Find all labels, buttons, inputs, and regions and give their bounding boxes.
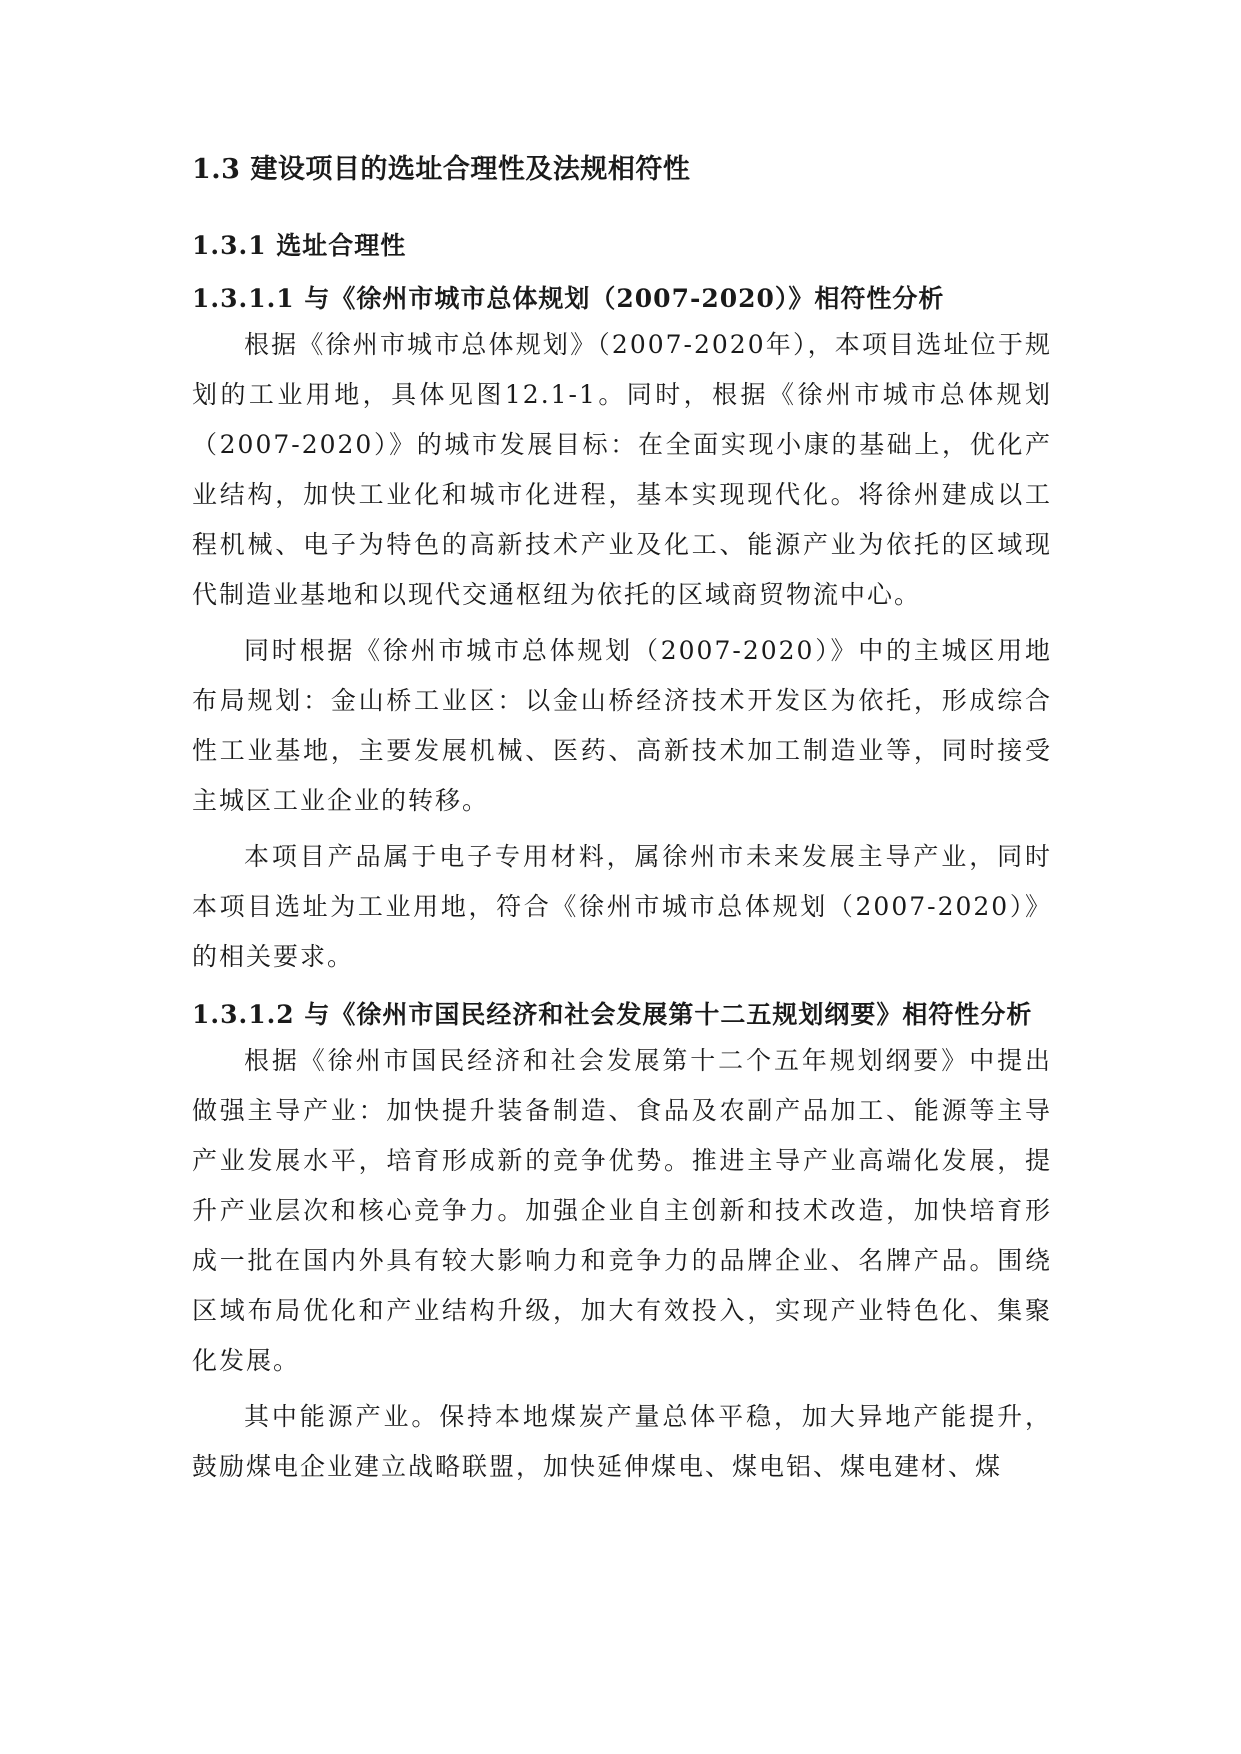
body-paragraph: 同时根据《徐州市城市总体规划（2007-2020）》中的主城区用地布局规划：金山桥工业区：以金山桥经济技术开发区为依托，形成综合性工业基地，主要发展机械、医药、高新技术加工制造业等，同时接受主城区工业企业的转移。 [192, 636, 1052, 815]
subsection-title: 1.3.1 选址合理性 [192, 231, 407, 260]
body-paragraph: 本项目产品属于电子专用材料，属徐州市未来发展主导产业，同时本项目选址为工业用地，符合《徐州市城市总体规划（2007-2020）》的相关要求。 [192, 842, 1052, 971]
body-paragraph: 根据《徐州市国民经济和社会发展第十二个五年规划纲要》中提出做强主导产业：加快提升装备制造、食品及农副产品加工、能源等主导产业发展水平，培育形成新的竞争优势。推进主导产业高端化发展，提升产业层次和核心竞争力。加强企业自主创新和技术改造，加快培育形成一批在国内外具有较大影响力和竞争力的品牌企业、名牌产品。围绕区域布局优化和产业结构升级，加大有效投入，实现产业特色化、集聚化发展。 [192, 1046, 1052, 1375]
item-heading-1: 1.3.1.1 与《徐州市城市总体规划（2007-2020）》相符性分析 [192, 284, 945, 313]
item-heading-2: 1.3.1.2 与《徐州市国民经济和社会发展第十二五规划纲要》相符性分析 [192, 1000, 1033, 1029]
body-paragraph: 其中能源产业。保持本地煤炭产量总体平稳，加大异地产能提升，鼓励煤电企业建立战略联盟，加快延伸煤电、煤电铝、煤电建材、煤 [192, 1402, 1052, 1481]
section-title: 1.3 建设项目的选址合理性及法规相符性 [192, 154, 691, 185]
document-page [192, 150, 1052, 1492]
body-paragraph: 根据《徐州市城市总体规划》（2007-2020年），本项目选址位于规划的工业用地，具体见图12.1-1。同时，根据《徐州市城市总体规划（2007-2020）》的城市发展目标：在全面实现小康的基础上，优化产业结构，加快工业化和城市化进程，基本实现现代化。将徐州建成以工程机械、电子为特色的高新技术产业及化工、能源产业为依托的区域现代制造业基地和以现代交通枢纽为依托的区域商贸物流中心。 [192, 330, 1052, 609]
